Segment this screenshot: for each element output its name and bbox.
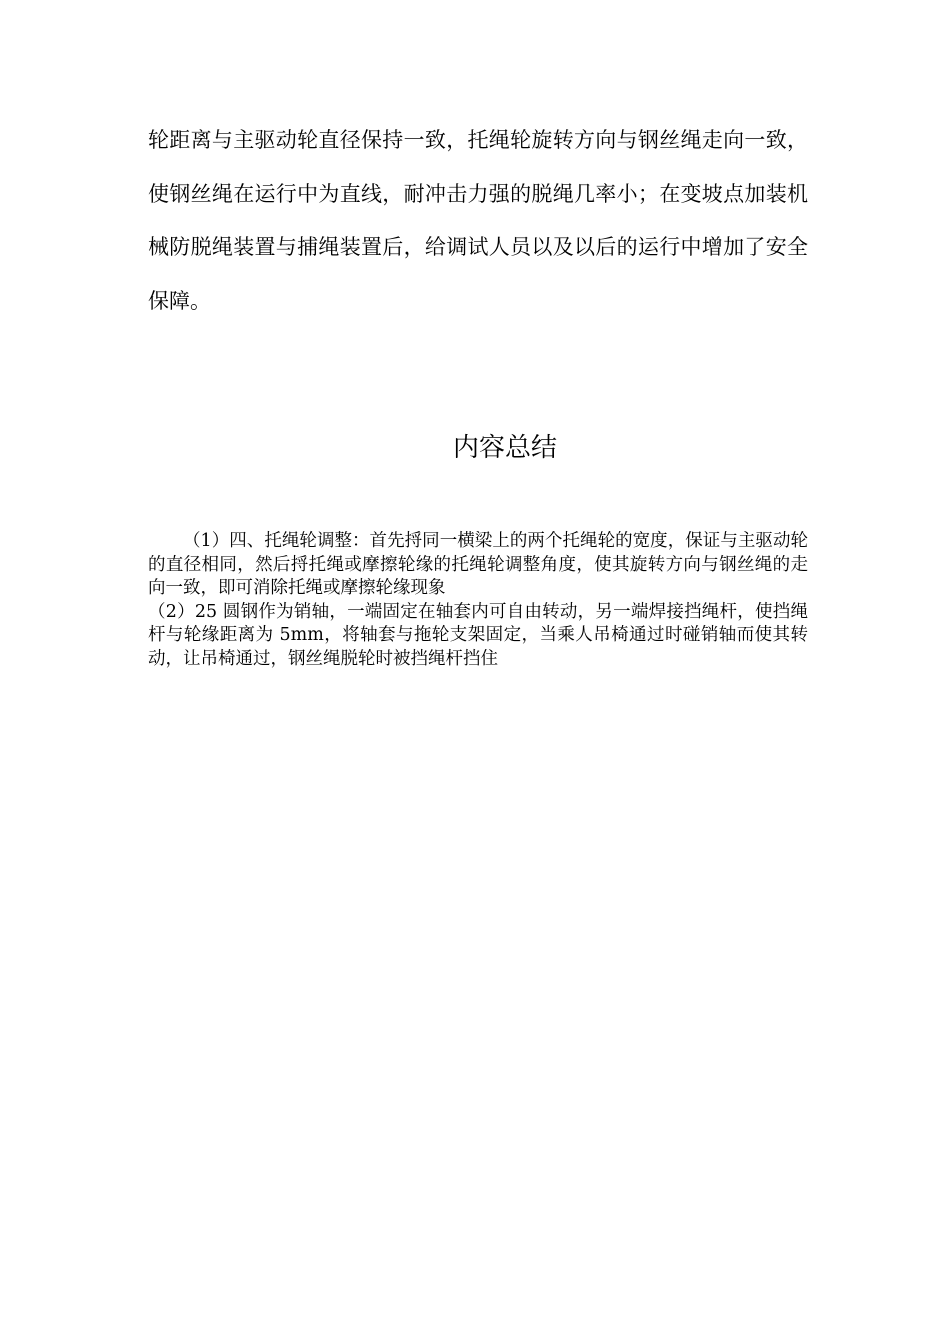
- summary-block: [148, 530, 808, 672]
- section-title: 内容总结: [452, 433, 557, 463]
- body-paragraph: 轮距离与主驱动轮直径保持一致，托绳轮旋转方向与钢丝绳走向一致，使钢丝绳在运行中为直线，耐冲击力强的脱绳几率小；在变坡点加装机械防脱绳装置与捕绳装置后，给调试人员以及以后的运行中增加了安全保障。: [148, 128, 808, 313]
- summary-item-1: （1）四、托绳轮调整：首先捋同一横梁上的两个托绳轮的宽度，保证与主驱动轮的直径相同，然后捋托绳或摩擦轮缘的托绳轮调整角度，使其旋转方向与钢丝绳的走向一致，即可消除托绳或摩擦轮缘现象: [148, 531, 808, 599]
- summary-item-2: （2）25 圆钢作为销轴，一端固定在轴套内可自由转动，另一端焊接挡绳杆，使挡绳杆与轮缘距离为 5mm，将轴套与拖轮支架固定，当乘人吊椅通过时碰销轴而使其转动，让吊椅通过，钢丝绳脱轮时被挡绳杆挡住: [148, 601, 808, 669]
